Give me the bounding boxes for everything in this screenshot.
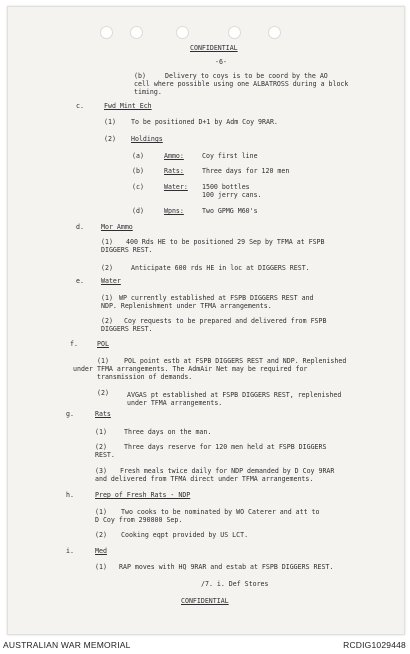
holding-c-value: 1500 bottles	[202, 183, 250, 191]
section-h-p2-label: (2)	[95, 531, 107, 539]
holding-c-name: Water:	[164, 183, 188, 191]
holding-d-name: Wpns:	[164, 207, 184, 215]
header-classification: CONFIDENTIAL	[190, 44, 238, 52]
holding-a-label: (a)	[132, 152, 144, 160]
section-f-title: POL	[97, 340, 109, 348]
intro-label: (b)	[134, 72, 146, 80]
section-d-p2-text: Anticipate 600 rds HE in loc at DIGGERS REST.	[131, 264, 310, 272]
section-c-p2-label: (2)	[104, 135, 116, 143]
section-g-p1-text: Three days on the man.	[124, 428, 212, 436]
holding-b-label: (b)	[132, 167, 144, 175]
section-e-p1-line-1: WP currently established at FSPB DIGGERS REST and	[119, 294, 314, 302]
section-g-p2-line-1: Three days reserve for 120 men held at FSPB DIGGERS	[124, 443, 327, 451]
punch-hole-1	[100, 26, 113, 39]
section-i-letter: i.	[66, 547, 74, 555]
section-f-p1-line-2a: under	[73, 365, 93, 373]
section-c-p1-label: (1)	[104, 118, 116, 126]
page-number: -6-	[215, 58, 227, 66]
section-e-letter: e.	[76, 277, 84, 285]
archive-name: AUSTRALIAN WAR MEMORIAL	[3, 640, 131, 650]
section-d-title: Mor Ammo	[101, 223, 133, 231]
holding-b-name: Rats:	[164, 167, 184, 175]
holding-a-value: Coy first line	[202, 152, 258, 160]
section-f-p1-line-3: transmission of demands.	[97, 373, 193, 381]
holdings-title: Holdings	[131, 135, 163, 143]
section-f-p2-label: (2)	[97, 389, 109, 397]
section-f-p1-line-1: POL point estb at FSPB DIGGERS REST and NDP. Replenished	[124, 357, 347, 365]
section-f-p2-line-1: AVGAS pt established at FSPB DIGGERS REST, replenished	[127, 391, 342, 399]
section-g-p3-label: (3)	[95, 467, 107, 475]
intro-line-3: timing.	[134, 88, 162, 96]
section-d-p1-line-1: 400 Rds HE to be positioned 29 Sep by TFMA at FSPB	[126, 238, 325, 246]
section-f-letter: f.	[70, 340, 78, 348]
punch-hole-3	[176, 26, 189, 39]
section-g-p1-label: (1)	[95, 428, 107, 436]
section-c-letter: c.	[76, 102, 84, 110]
holding-c-label: (c)	[132, 183, 144, 191]
intro-line-2: cell where possible using one ALBATROSS during a block	[134, 80, 349, 88]
section-f-p1-line-2b: TFMA arrangements. The AdmAir Net may be required for	[97, 365, 308, 373]
section-i-p1-label: (1)	[95, 563, 107, 571]
section-h-letter: h.	[66, 491, 74, 499]
section-g-title: Rats	[95, 410, 111, 418]
holding-d-value: Two GPMG M60's	[202, 207, 258, 215]
section-e-p2-line-2: DIGGERS REST.	[101, 325, 153, 333]
section-h-p1-line-2: D Coy from 290800 Sep.	[95, 516, 183, 524]
section-h-title: Prep of Fresh Rats - NDP	[95, 491, 191, 499]
section-c-title: Fwd Mint Ech	[104, 102, 152, 110]
punch-hole-2	[130, 26, 143, 39]
section-f-p1-label: (1)	[97, 357, 109, 365]
section-e-p1-line-2: NDP. Replenishment under TFMA arrangements.	[101, 302, 272, 310]
section-h-p1-label: (1)	[95, 508, 107, 516]
holding-d-label: (d)	[132, 207, 144, 215]
holding-a-name: Ammo:	[164, 152, 184, 160]
section-e-p1-label: (1)	[101, 294, 113, 302]
section-h-p1-line-1: Two cooks to be nominated by WO Caterer and att to	[121, 508, 320, 516]
section-e-p2-label: (2)	[101, 317, 113, 325]
section-h-p2-text: Cooking eqpt provided by US LCT.	[121, 531, 249, 539]
footer-classification: CONFIDENTIAL	[181, 597, 229, 605]
section-e-p2-line-1: Coy requests to be prepared and delivered from FSPB	[124, 317, 327, 325]
holding-b-value: Three days for 120 men	[202, 167, 290, 175]
section-d-p1-label: (1)	[101, 238, 113, 246]
section-g-p2-line-2: REST.	[95, 451, 115, 459]
section-g-p3-line-2: and delivered from TFMA direct under TFMA arrangements.	[95, 475, 314, 483]
section-f-p2-line-2: under TFMA arrangements.	[127, 399, 223, 407]
section-d-p2-label: (2)	[101, 264, 113, 272]
section-e-title: Water	[101, 277, 121, 285]
intro-line-1: Delivery to coys is to be coord by the AO	[165, 72, 328, 80]
section-d-letter: d.	[76, 223, 84, 231]
section-i-p1-text: RAP moves with HQ 9RAR and estab at FSPB DIGGERS REST.	[119, 563, 334, 571]
section-g-p2-label: (2)	[95, 443, 107, 451]
section-g-letter: g.	[66, 410, 74, 418]
punch-hole-4	[228, 26, 241, 39]
punch-hole-5	[268, 26, 281, 39]
continuation-note: /7. i. Def Stores	[201, 580, 269, 588]
record-id: RCDIG1029448	[343, 640, 406, 650]
holding-c-value-2: 100 jerry cans.	[202, 191, 262, 199]
section-i-title: Med	[95, 547, 107, 555]
section-g-p3-line-1: Fresh meals twice daily for NDP demanded by D Coy 9RAR	[120, 467, 335, 475]
section-c-p1-text: To be positioned D+1 by Adm Coy 9RAR.	[131, 118, 278, 126]
section-d-p1-line-2: DIGGERS REST.	[101, 246, 153, 254]
